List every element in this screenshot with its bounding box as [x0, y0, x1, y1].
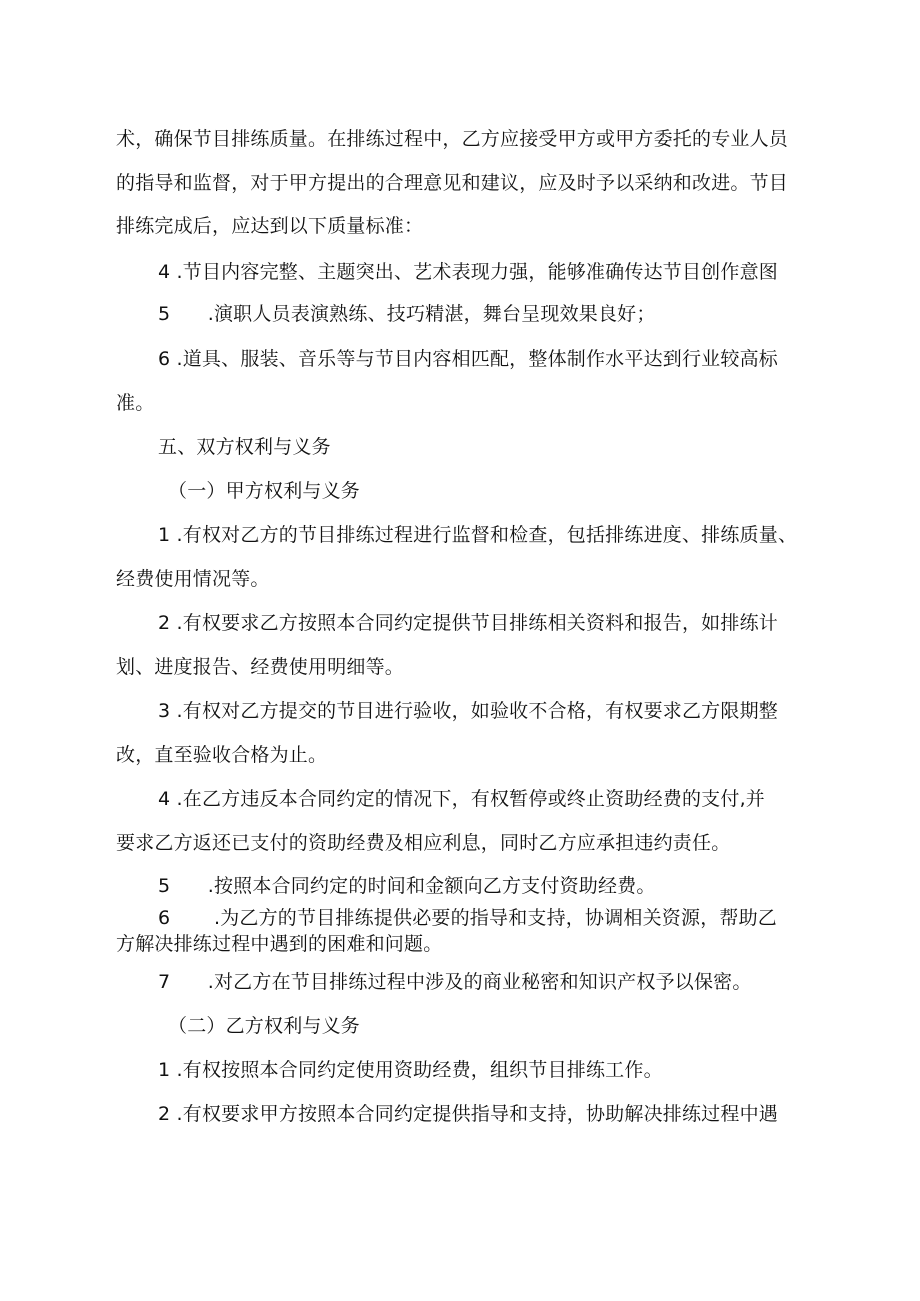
- paragraph-line: 要求乙方返还已支付的资助经费及相应利息，同时乙方应承担违约责任。: [116, 832, 731, 854]
- paragraph-line: 改，直至验收合格为止。: [116, 744, 328, 766]
- list-item: 1 .有权按照本合同约定使用资助经费，组织节目排练工作。: [158, 1059, 663, 1081]
- list-item: 2 .有权要求甲方按照本合同约定提供指导和支持，协助解决排练过程中遇: [158, 1103, 778, 1125]
- paragraph-line: 术，确保节目排练质量。在排练过程中，乙方应接受甲方或甲方委托的专业人员: [116, 128, 789, 150]
- list-item: 1 .有权对乙方的节目排练过程进行监督和检查，包括排练进度、排练质量、: [158, 524, 798, 546]
- list-item: 3 .有权对乙方提交的节目进行验收，如验收不合格，有权要求乙方限期整: [158, 700, 778, 722]
- paragraph-line: 的指导和监督，对于甲方提出的合理意见和建议，应及时予以采纳和改进。节目: [116, 172, 789, 194]
- standard-item-4: 4 .节目内容完整、主题突出、艺术表现力强，能够准确传达节目创作意图: [158, 261, 778, 283]
- list-item: 2 .有权要求乙方按照本合同约定提供节目排练相关资料和报告，如排练计: [158, 612, 778, 634]
- paragraph-line: 排练完成后，应达到以下质量标准：: [116, 215, 424, 237]
- subsection-heading-party-b: （二）乙方权利与义务: [168, 1015, 361, 1037]
- paragraph-line: 经费使用情况等。: [116, 568, 270, 590]
- list-item: 7 .对乙方在节目排练过程中涉及的商业秘密和知识产权予以保密。: [158, 971, 752, 993]
- list-item: 5 .按照本合同约定的时间和金额向乙方支付资助经费。: [158, 875, 656, 897]
- paragraph-line: 准。: [116, 392, 155, 414]
- paragraph-line: 方解决排练过程中遇到的困难和问题。: [116, 933, 443, 955]
- list-item: 6 .为乙方的节目排练提供必要的指导和支持，协调相关资源，帮助乙: [158, 907, 778, 929]
- standard-item-6: 6 .道具、服装、音乐等与节目内容相匹配，整体制作水平达到行业较高标: [158, 348, 778, 370]
- paragraph-line: 划、进度报告、经费使用明细等。: [116, 656, 405, 678]
- list-item: 4 .在乙方违反本合同约定的情况下，有权暂停或终止资助经费的支付,并: [158, 788, 766, 810]
- standard-item-5: 5 .演职人员表演熟练、技巧精湛，舞台呈现效果良好；: [158, 303, 656, 325]
- section-heading: 五、双方权利与义务: [158, 436, 331, 458]
- subsection-heading-party-a: （一）甲方权利与义务: [168, 480, 361, 502]
